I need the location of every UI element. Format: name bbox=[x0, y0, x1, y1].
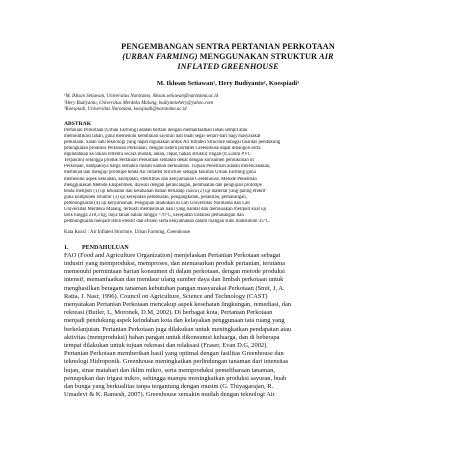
body-line: memenuhi permintaan harian konsumen di dalam perkotaan, dengan metode produksi bbox=[64, 268, 285, 276]
section-heading bbox=[64, 244, 392, 252]
body-line: industri yang memproduksi, memproses, dan memasarkan produk pertanian, terutama bbox=[64, 259, 286, 267]
abstract-line: tenda meliputi (1) uji kekuatan dan ketahanan bahan terhadap cuaca (2) uji material yang paling efektif bbox=[64, 188, 266, 194]
section-title: PENDAHULUAN bbox=[82, 244, 129, 251]
title-line-2 bbox=[64, 52, 392, 62]
title-line-2-tail: AIR bbox=[319, 52, 334, 61]
abstract-line: dipindahkan ke lokasi tertentu secara mudah, aman, cepat, bahan struktur ringan (0,55mm PVC bbox=[64, 152, 251, 158]
title-line-3-italic: INFLATED GREENHOUSE bbox=[177, 62, 279, 71]
title-line-3 bbox=[64, 62, 392, 72]
body-line: menjadi pendukung aspek keindahan kota dan kelayakan penggunaan tata ruang yang bbox=[64, 317, 285, 325]
abstract-line: perkotaan. Salah satu teknologi yang dapat digunakan untuk Air Inflated Structure sebagai fasilitas pendukung bbox=[64, 139, 281, 145]
affiliations bbox=[64, 94, 392, 114]
abstract-line: Universitas Merdeka Malang, terbukti memberikan hasil yang handal dan memuaskan meliputi kuat uji bbox=[64, 207, 267, 212]
abstract-line: Perkotaan, dampaknya harga semakin murah namun berkualitas. Tujuan Penelitian adalah merencanakan, bbox=[64, 164, 271, 170]
author-list: M. Ikhsan Setiawan¹, Hery Budiyanto², Koespiadi³ bbox=[156, 80, 300, 87]
abstract-line: memodifikasi lahan, guna memenuhi kebutuhan sayuran dan buah segar sehari-hari bagi masyarakat bbox=[64, 133, 261, 139]
body-line: rekreasi (Butler, L, Moronek, D.M, 2002). Di berbagai kota, Pertanian Perkotaan bbox=[64, 309, 273, 317]
body-line: berkelanjutan. Pertanian Perkotaan juga dilakukan untuk meningkatkan pendapatan atau bbox=[64, 325, 292, 333]
body-line: tempat dilakukan untuk tujuan rekreasi dan relaksasi (Fraser, Evan D.G, 2002). bbox=[64, 341, 268, 349]
title-line-1: PENGEMBANGAN SENTRA PERTANIAN PERKOTAAN bbox=[121, 42, 335, 51]
body-line: Pertanian Perkotaan memberikan hasil yang optimal dengan fasilitas Greenhouse dan bbox=[64, 350, 284, 358]
abstract-line: tarik hingga 218,3 kg, daya tahan bahan hingga >70°C, kecepatan instalasi pemasangan dan bbox=[64, 213, 244, 219]
title-line-2-rest: MENGGUNAKAN STRUKTUR bbox=[197, 52, 320, 61]
body-line: Ratta, J. Nasr, 1996). Council on Agriculture, Science and Technology (CAST) bbox=[64, 292, 268, 300]
abstract-line: Pertanian Perkotaan (Urban Farming) adalah bertani dengan memanfaatkan lahan sempit atau bbox=[64, 127, 248, 133]
abstract-text bbox=[64, 128, 392, 226]
body-line: Umadevi & K. Ramesh, 2007). Greenhouse semakin mudah dengan teknologi Air bbox=[64, 391, 275, 399]
body-line: dan bunga yang berkualitas tanpa tergantung dengan musim (G. Thiyagarajan, R. bbox=[64, 382, 274, 390]
section-number: 1. bbox=[64, 244, 69, 251]
abstract-line: guna komponen struktur (3) uji kecepatan pembuatan, pengangkutan, perakitan, pemasangan, bbox=[64, 194, 247, 200]
abstract-line: pembongkaran menjadi lebih efektif dan efisien serta kenyamanan dalam ruangan suhu maksimum 35°C. bbox=[64, 219, 271, 225]
abstract-line: Terpaulin) sehingga produk Pertanian Perkotaan semakin dekat dengan konsumen pemukiman di bbox=[64, 158, 254, 164]
keywords: Kata Kunci : Air Inflated Structure, Urban Farming, Greenhouse bbox=[64, 230, 191, 236]
affiliation-2: ²Hery Budiyanto, Universitas Merdeka Malang, budiyantohery@yahoo.com bbox=[64, 100, 213, 106]
body-line: menyatakan Pertanian Perkotaan mencakup aspek kesehatan lingkungan, remediasi, dan bbox=[64, 300, 292, 308]
abstract-line: menggunakan Metode Eksperimen, diawali dengan perancangan, pembuatan dan pengujian prototipe bbox=[64, 182, 262, 188]
body-line: hujan, sinar matahari dan iklim mikro, serta memproduksi pemeliharaan tanaman, bbox=[64, 366, 275, 374]
affiliation-1: ¹M. Ikhsan Setiawan, Universitas Narotama, ikhsan.setiawan@narotama.ac.id bbox=[64, 94, 219, 99]
abstract-line: membuat dan menguji prototipe tenda Air Inflated Structure sebagai fasilitas Urban Farming guna bbox=[64, 170, 256, 176]
body-text bbox=[64, 252, 392, 400]
title-line-2-italic: (URBAN FARMING) bbox=[122, 52, 198, 61]
body-line: teknologi Hidroponik. Greenhouse meningkatkan perlindungan tanaman dari intensitas bbox=[64, 358, 289, 366]
affiliation-3: ³Koespiadi, Universitas Narotama, koespiadi@narotama.ac.id bbox=[64, 107, 187, 113]
body-line: menghasilkan beragam tanaman kebutuhan pangan masyarakat Perkotaan (Smit, J, A. bbox=[64, 284, 285, 292]
body-line: FAO (Food and Agriculture Organization) menjelaskan Pertanian Perkotaan sebagai bbox=[64, 251, 281, 259]
body-line: pemupukan dan irigasi mikro, sehingga mampu meningkatkan produksi sayuran, buah bbox=[64, 374, 287, 382]
abstract-line: pembongkaran (4) uji kenyamanan. Pengujian dilakukan di Lab Universitas Narotama dan Lab bbox=[64, 200, 250, 206]
abstract-line: peningkatan produksi Pertanian Perkotaan, dengan sistem portabel Greenhouse dapat dibangun serta bbox=[64, 146, 261, 152]
body-line: intensif, memanfaatkan dan mendaur ulang sumber daya dan limbah perkotaan untuk bbox=[64, 276, 284, 284]
abstract-line: memenuhi aspek kekuatan, kecepatan, efektifitas dan kenyamanan Greenhouse. Metode Penelitian bbox=[64, 176, 257, 182]
body-line: aktivitas (memproduksi) bahan pangan untuk dikonsumsi keluarga, dan di beberapa bbox=[64, 333, 280, 341]
abstract-heading: ABSTRAK bbox=[64, 120, 92, 127]
paper-title bbox=[64, 42, 392, 72]
